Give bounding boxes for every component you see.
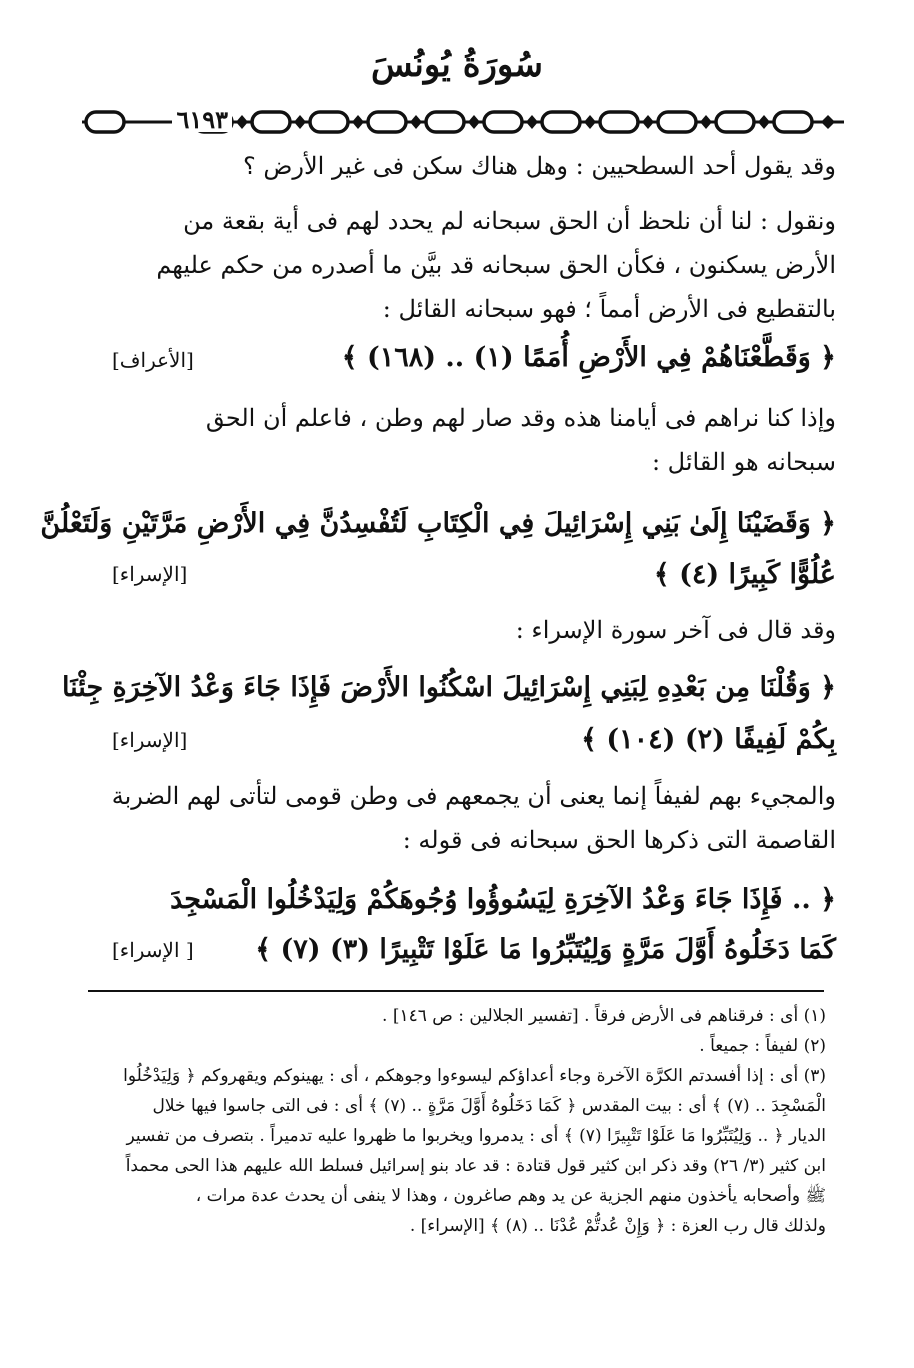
- paragraph-line: والمجيء بهم لفيفاً إنما يعنى أن يجمعهم فى وطن قومى لتأتى لهم الضربة: [111, 782, 836, 810]
- paragraph-line: ونقول : لنا أن نلحظ أن الحق سبحانه لم يحدد لهم فى أية بقعة من: [183, 207, 836, 235]
- quran-verse: ﴿ وَقَضَيْنَا إِلَىٰ بَنِي إِسْرَائِيلَ فِي الْكِتَابِ لَتُفْسِدُنَّ فِي الأَرْضِ مَرَّتَيْنِ وَلَتَعْلُنَّ: [40, 508, 836, 539]
- quran-verse: كَمَا دَخَلُوهُ أَوَّلَ مَرَّةٍ وَلِيُتَبِّرُوا مَا عَلَوْا تَتْبِيرًا (٣) (٧) ﴾: [255, 934, 836, 965]
- verse-source: [الإسراء]: [112, 728, 188, 752]
- footnote: (١) أى : فرقناهم فى الأرض فرقاً . [تفسير الجلالين : ص ١٤٦] .: [382, 1006, 826, 1026]
- paragraph-line: وإذا كنا نراهم فى أيامنا هذه وقد صار لهم وطن ، فاعلم أن الحق: [205, 404, 836, 432]
- footnote-line: ولذلك قال رب العزة : ﴿ وَإِنْ عُدتُّمْ عُدْنَا .. (٨) ﴾ [الإسراء] .: [409, 1216, 826, 1236]
- footnote-line: الديار ﴿ .. وَلِيُتَبِّرُوا مَا عَلَوْا تَتْبِيرًا (٧) ﴾ أى : يدمروا ويخربوا ما ظهروا عليه تدميراً . بتصرف من تفسير: [126, 1126, 826, 1146]
- footnote-divider: [88, 990, 824, 992]
- footnote-line: الْمَسْجِدَ .. (٧) ﴾ أى : بيت المقدس ﴿ كَمَا دَخَلُوهُ أَوَّلَ مَرَّةٍ .. (٧) ﴾ أى : فى التى جاسوا فيها خلال: [152, 1096, 826, 1116]
- verse-source: [الإسراء]: [112, 562, 188, 586]
- quran-verse: عُلُوًّا كَبِيرًا (٤) ﴾: [653, 559, 836, 590]
- page-number: ٦١٩٣: [172, 108, 232, 132]
- footnote-line: ﷺ وأصحابه يأخذون منهم الجزية عن يد وهم صاغرون ، وهذا لا ينفى أن يحدث عدة مرات ،: [195, 1186, 826, 1206]
- paragraph-line: الأرض يسكنون ، فكأن الحق سبحانه قد بيَّن ما أصدره من حكم عليهم: [156, 251, 836, 279]
- quran-verse: ﴿ وَقُلْنَا مِن بَعْدِهِ لِبَنِي إِسْرَائِيلَ اسْكُنُوا الأَرْضَ فَإِذَا جَاءَ وَعْدُ الآخِرَةِ جِئْنَا: [61, 672, 836, 703]
- verse-source: [ الإسراء]: [112, 938, 194, 962]
- paragraph-line: وقد يقول أحد السطحيين : وهل هناك سكن فى غير الأرض ؟: [242, 152, 836, 180]
- quran-verse: ﴿ وَقَطَّعْنَاهُمْ فِي الأَرْضِ أُمَمًا (١) .. (١٦٨) ﴾: [341, 342, 836, 373]
- quran-verse: بِكُمْ لَفِيفًا (٢) (١٠٤) ﴾: [581, 724, 836, 755]
- paragraph-line: سبحانه هو القائل :: [651, 448, 836, 476]
- footnote-line: ابن كثير (٣/ ٢٦) وقد ذكر ابن كثير قول قتادة : قد عاد بنو إسرائيل فسلط الله عليهم هذا الحى محمداً: [125, 1156, 826, 1176]
- paragraph-line: وقد قال فى آخر سورة الإسراء :: [515, 616, 836, 644]
- paragraph-line: القاصمة التى ذكرها الحق سبحانه فى قوله :: [402, 826, 836, 854]
- footnote-line: (٣) أى : إذا أفسدتم الكرَّة الآخرة وجاء أعداؤكم ليسوءوا وجوهكم ، أى : يهينوكم ويقهروكم ﴿ وَلِيَدْخُلُوا: [123, 1066, 826, 1086]
- paragraph-line: بالتقطيع فى الأرض أمماً ؛ فهو سبحانه القائل :: [382, 295, 836, 323]
- surah-title: سُورَةُ يُونُسَ: [371, 45, 543, 85]
- quran-verse: ﴿ .. فَإِذَا جَاءَ وَعْدُ الآخِرَةِ لِيَسُوؤُوا وُجُوهَكُمْ وَلِيَدْخُلُوا الْمَسْجِدَ: [170, 884, 836, 915]
- verse-source: [الأعراف]: [112, 348, 194, 372]
- footnote: (٢) لفيفاً : جميعاً .: [699, 1036, 826, 1056]
